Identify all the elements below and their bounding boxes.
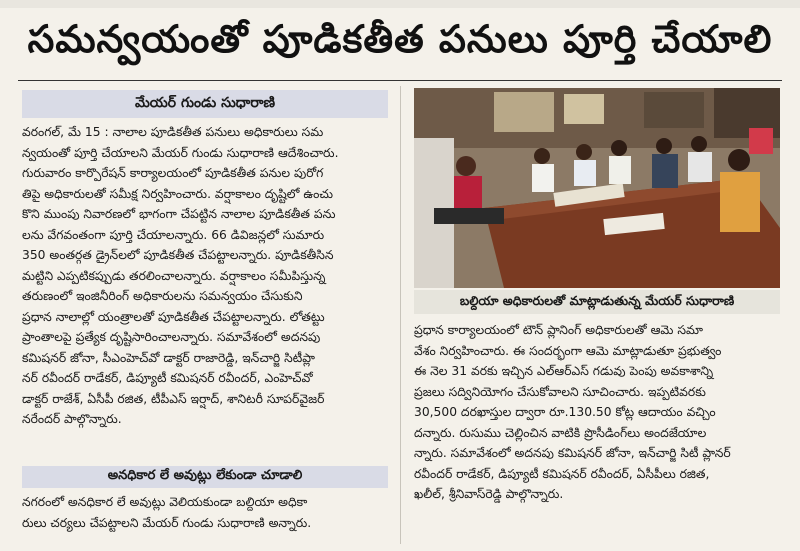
body-line: దన్నారు. రుసుము చెల్లించిన వాటికి ప్రొసీడింగ్‌లు అందజేయాల (414, 425, 707, 440)
body-line: ప్రాంతాలపై ప్రత్యేక దృష్టిసారించాలన్నారు. సమావేశంలో అదనపు (22, 330, 321, 344)
body-line: నరేందర్ పాల్గొన్నారు. (22, 412, 122, 426)
body-line: ప్రధాన నాలాల్లో యంత్రాలతో పూడికతీత చేపట్టాలన్నారు. లోతట్టు (22, 309, 325, 324)
body-line: న్నారు. సమావేశంలో అదనపు కమిషనర్ జోనా, ఇన్‌చార్జి సిటీ ప్లానర్ (414, 446, 731, 460)
body-line: తిపై అధికారులతో సమీక్ష నిర్వహించారు. వర్షాకాలం దృష్టిలో ఉంచు (22, 186, 334, 201)
body-line: ప్రజలు సద్వినియోగం చేసుకోవాలని సూచించారు. ఇప్పటివరకు (414, 384, 706, 399)
body-left (22, 122, 388, 430)
body-line: ఖలీల్, శ్రీనివాస్‌రెడ్డి పాల్గొన్నారు. (414, 487, 564, 501)
body-line: న్వయంతో పూర్తి చేయాలని మేయర్ గుండు సుధారాణి ఆదేశించారు. (22, 145, 339, 160)
byline: మేయర్ గుండు సుధారాణి (22, 90, 388, 118)
meeting-photo (414, 88, 780, 288)
meeting-photo-illustration (414, 88, 780, 288)
body-left-2 (22, 492, 388, 533)
body-line: కమిషనర్ జోనా, సీఎంహెచ్‌వో డాక్టర్ రాజారెడ్డి, ఇన్‌చార్జి సిటీప్లా (22, 350, 315, 365)
headline-divider (18, 80, 782, 81)
body-line: 350 అంతర్గత డ్రైన్‌లలో పూడికతీత చేపట్టాలన్నారు. పూడికతీసిన (22, 248, 334, 262)
body-line: లను వేగవంతంగా పూర్తి చేయాలన్నారు. 66 డివిజన్లలో సుమారు (22, 227, 325, 242)
body-line: కొని ముంపు నివారణలో భాగంగా చేపట్టిన నాలాల పూడికతీత పను (22, 207, 336, 221)
body-line: మట్టిని ఎప్పటికప్పుడు తరలించాలన్నారు. వర్షాకాలం సమీపిస్తున్న (22, 268, 326, 283)
body-line: 30,500 దరఖాస్తుల ద్వారా రూ.130.50 కోట్ల ఆదాయం వచ్చిం (414, 405, 716, 419)
subheading: అనధికార లే అవుట్లు లేకుండా చూడాలి (22, 466, 388, 488)
body-line: గురువారం కార్పొరేషన్ కార్యాలయంలో పూడికతీత పనుల పురోగ (22, 166, 324, 180)
body-line: డాక్టర్ రాజేశ్, ఏసీపీ రజిత, టీపీఎస్ ఇర్షాద్, శానిటరీ సూపర్‌వైజర్ (22, 391, 325, 406)
body-line: ప్రధాన కార్యాలయంలో టౌన్ ప్లానింగ్ అధికారులతో ఆమె సమా (414, 323, 703, 337)
body-line: రులు చర్యలు చేపట్టాలని మేయర్ గుండు సుధారాణి అన్నారు. (22, 515, 312, 530)
body-line: తరుణంలో ఇంజినీరింగ్ అధికారులను సమన్వయం చేసుకుని (22, 289, 303, 303)
body-right (414, 320, 780, 505)
column-divider (400, 86, 401, 544)
body-line: రవీందర్ రాడేకర్, డిప్యూటీ కమిషనర్ రవీందర్, ఏసీపీలు రజిత, (414, 466, 710, 481)
headline: సమన్వయంతో పూడికతీత పనులు పూర్తి చేయాలి (27, 17, 773, 61)
body-line: నగరంలో అనధికార లే అవుట్లు వెలియకుండా బల్దియా అధికా (22, 495, 308, 509)
photo-caption: బల్దియా అధికారులతో మాట్లాడుతున్న మేయర్ సుధారాణి (414, 290, 780, 314)
body-line: వేశం నిర్వహించారు. ఈ సందర్భంగా ఆమె మాట్లాడుతూ ప్రభుత్వం (414, 343, 722, 358)
body-line: ఈ నెల 31 వరకు ఇచ్చిన ఎల్ఆర్ఎస్ గడువు పెంపు అవకాశాన్ని (414, 364, 714, 378)
top-margin-strip (0, 0, 800, 8)
body-line: వరంగల్, మే 15 : నాలాల పూడికతీత పనులు అధికారులు సమ (22, 125, 324, 139)
body-line: నర్ రవీందర్ రాడేకర్, డిప్యూటీ కమిషనర్ రవీందర్, ఎంహెచ్‌వో (22, 371, 313, 385)
